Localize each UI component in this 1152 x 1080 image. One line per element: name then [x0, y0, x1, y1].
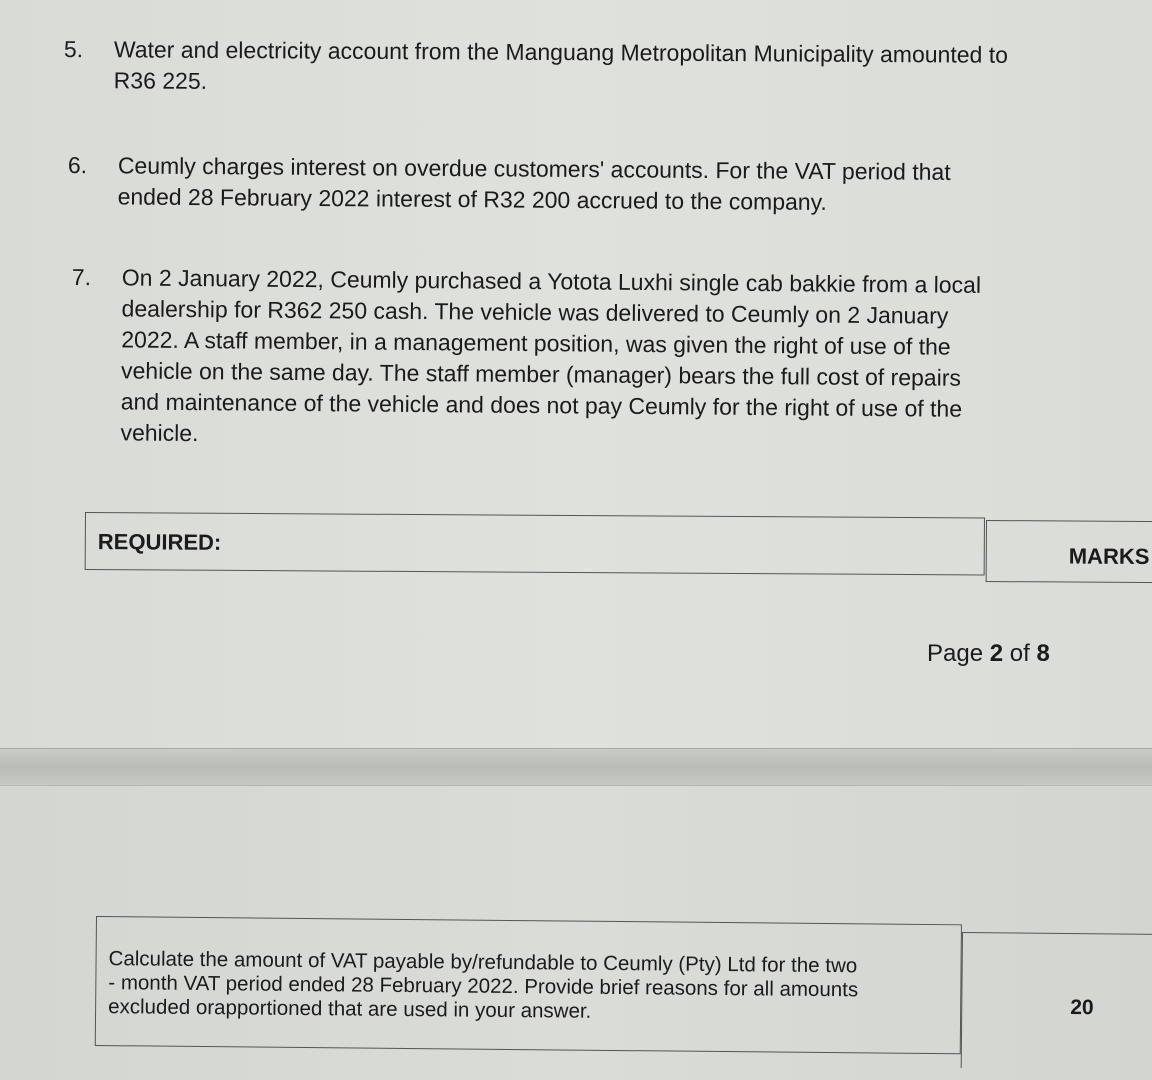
question-line: excluded orapportioned that are used in your answer.: [108, 995, 592, 1023]
item-text: [120, 262, 981, 455]
marks-value: 20: [1070, 996, 1094, 1020]
item-line: Water and electricity account from the Manguang Metropolitan Municipality amounted to: [113, 36, 1009, 68]
page-of: of: [1009, 640, 1030, 667]
page-total: 8: [1036, 640, 1050, 667]
page-number: [927, 640, 1050, 668]
question-cell: [95, 916, 962, 1054]
item-line: vehicle.: [120, 419, 199, 447]
marks-value-cell: [961, 932, 1152, 1070]
item-line: 2022. A staff member, in a management position, was given the right of use of the: [121, 326, 951, 360]
required-label: REQUIRED:: [97, 529, 222, 555]
item-number: 6.: [67, 151, 88, 179]
required-header-cell: [85, 512, 985, 575]
page-word: Page: [927, 640, 984, 667]
item-number: 5.: [63, 35, 84, 63]
page-current: 2: [989, 640, 1004, 667]
item-line: vehicle on the same day. The staff member (manager) bears the full cost of repairs: [120, 357, 962, 391]
item-line: and maintenance of the vehicle and does not pay Ceumly for the right of use of the: [120, 388, 963, 422]
item-line: ended 28 February 2022 interest of R32 200 accrued to the company.: [117, 183, 827, 215]
question-line: Calculate the amount of VAT payable by/refundable to Ceumly (Pty) Ltd for the two: [108, 947, 858, 978]
question-text: [108, 947, 858, 1026]
question-line: - month VAT period ended 28 February 2022. Provide brief reasons for all amounts: [108, 971, 859, 1002]
item-line: On 2 January 2022, Ceumly purchased a Yotota Luxhi single cab bakkie from a local: [121, 264, 982, 298]
item-number: 7.: [71, 263, 92, 291]
item-line: R36 225.: [113, 67, 208, 94]
page-separator: [0, 748, 1152, 786]
item-line: Ceumly charges interest on overdue customers' accounts. For the VAT period that: [117, 152, 951, 185]
item-text: [118, 150, 951, 219]
marks-label: MARKS: [1068, 543, 1150, 569]
marks-header-cell: [986, 520, 1152, 583]
item-line: dealership for R362 250 cash. The vehicle was delivered to Ceumly on 2 January: [121, 295, 949, 329]
item-text: [114, 34, 1008, 101]
